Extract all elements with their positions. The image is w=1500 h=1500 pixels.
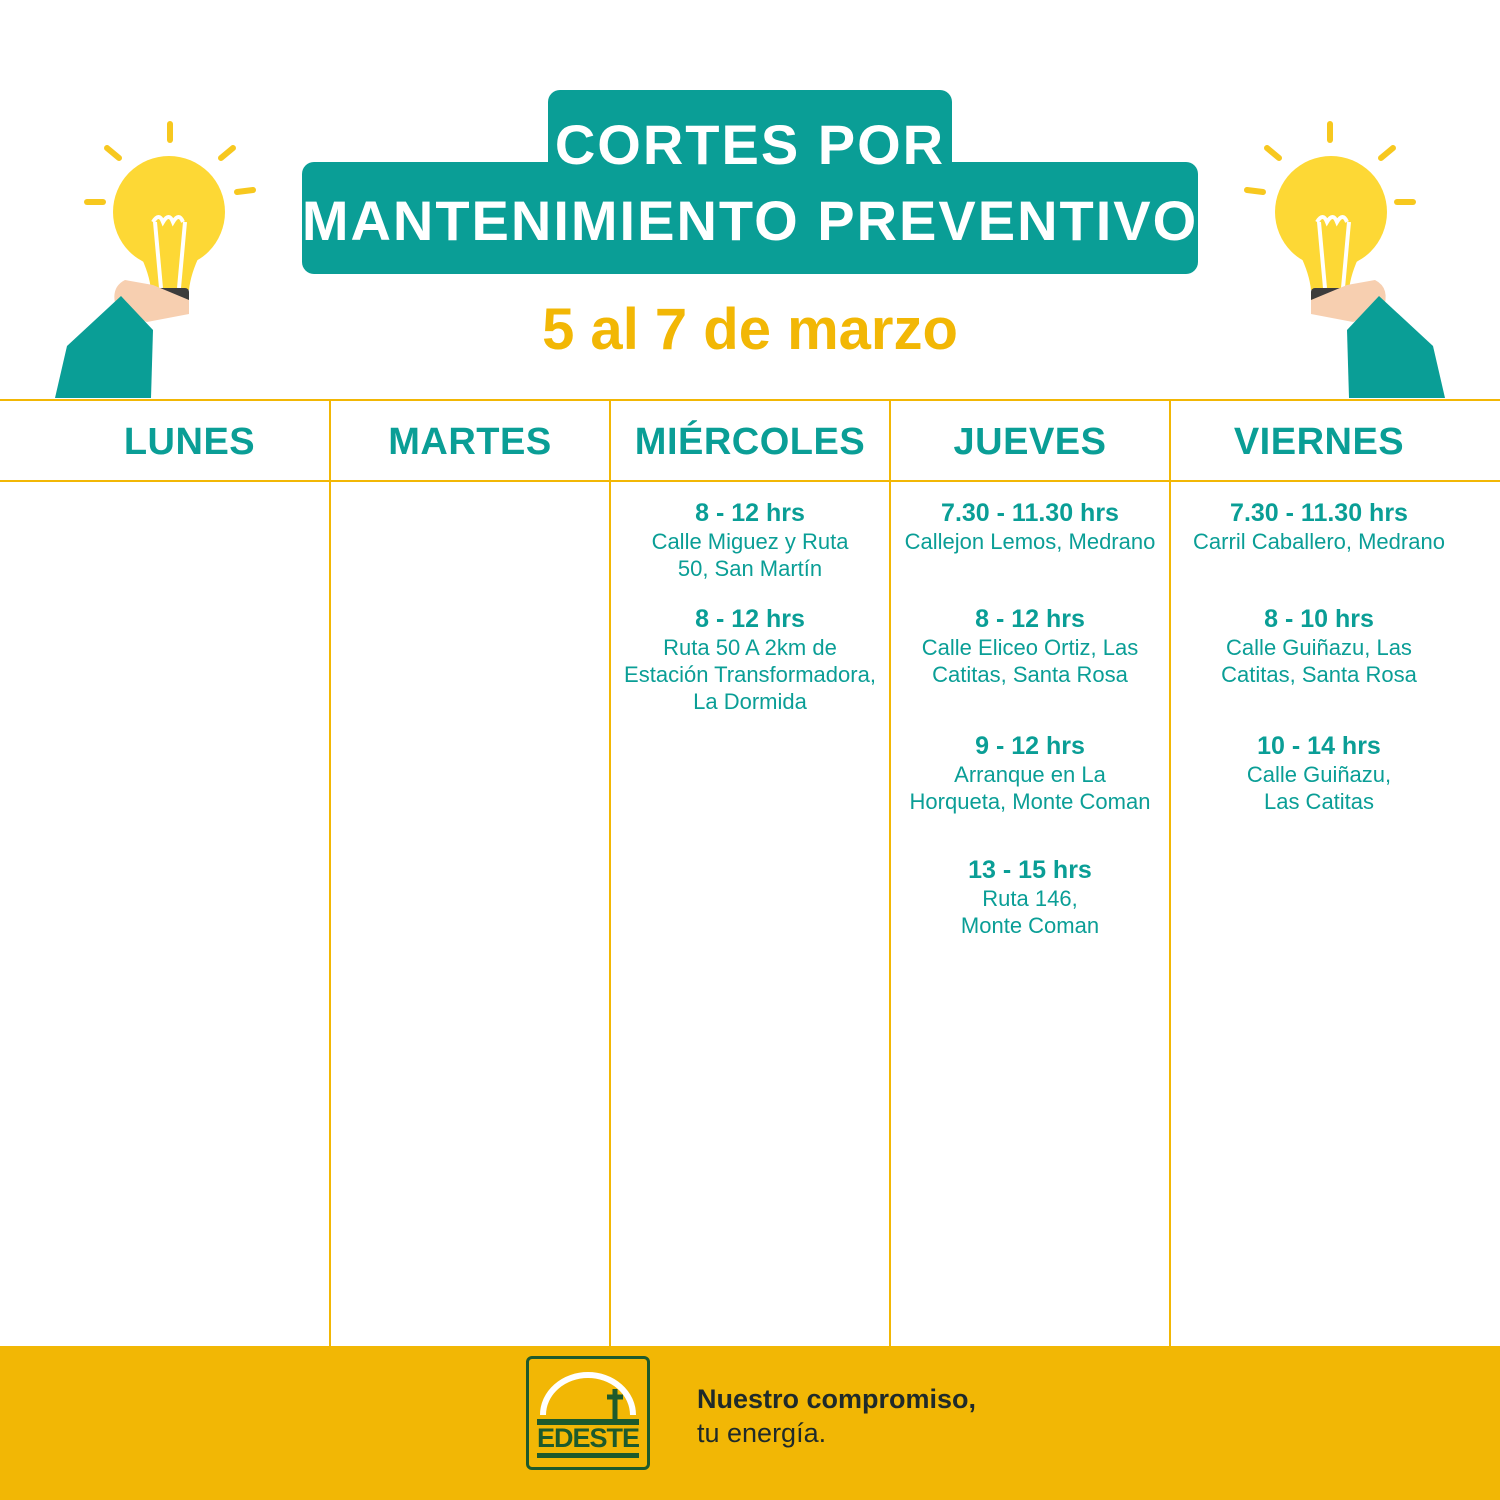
- page-title-line2: MANTENIMIENTO PREVENTIVO: [301, 189, 1199, 252]
- outage-time: 7.30 - 11.30 hrs: [941, 499, 1119, 527]
- day-entries: [331, 480, 609, 498]
- outage-entry: [891, 604, 1169, 688]
- outage-entry: [891, 498, 1169, 555]
- outage-entry: [611, 604, 889, 715]
- outage-location: Carril Caballero, Medrano: [1193, 529, 1445, 554]
- slogan-line1: Nuestro compromiso,: [697, 1384, 977, 1414]
- outage-time: 8 - 12 hrs: [695, 499, 805, 527]
- outage-entry: [891, 855, 1169, 939]
- day-column-viernes: [1171, 400, 1467, 1346]
- slogan-line2: tu energía.: [697, 1418, 827, 1448]
- outage-time: 10 - 14 hrs: [1257, 732, 1381, 760]
- outage-location: Calle Guiñazu, Las Catitas: [1246, 762, 1392, 814]
- edeste-logo: [526, 1356, 650, 1470]
- outage-location: Calle Eliceo Ortiz, Las Catitas, Santa Rosa: [921, 635, 1139, 687]
- day-header: MIÉRCOLES: [634, 421, 866, 463]
- day-entries: [891, 480, 1169, 939]
- outage-entry: [1171, 604, 1467, 688]
- outage-time: 9 - 12 hrs: [975, 732, 1085, 760]
- day-entries: [50, 480, 329, 498]
- slogan: [697, 1382, 976, 1450]
- logo-text: EDESTE: [536, 1423, 640, 1453]
- day-header: VIERNES: [1233, 421, 1405, 463]
- outage-entry: [1171, 498, 1467, 555]
- outage-location: Ruta 50 A 2km de Estación Transformadora, La Dormida: [624, 635, 876, 714]
- day-header: JUEVES: [953, 421, 1107, 463]
- outage-entry: [891, 731, 1169, 815]
- day-column-martes: [331, 400, 609, 1346]
- outage-location: Calle Guiñazu, Las Catitas, Santa Rosa: [1221, 635, 1417, 687]
- page-title-line1: CORTES POR: [554, 113, 946, 176]
- day-column-jueves: [891, 400, 1169, 1346]
- outage-location: Arranque en La Horqueta, Monte Coman: [909, 762, 1151, 814]
- day-column-lunes: [50, 400, 329, 1346]
- outage-time: 8 - 12 hrs: [695, 605, 805, 633]
- outage-location: Callejon Lemos, Medrano: [904, 529, 1156, 554]
- day-header: LUNES: [123, 421, 256, 463]
- outage-entry: [1171, 731, 1467, 815]
- outage-location: Calle Miguez y Ruta 50, San Martín: [651, 529, 849, 581]
- outage-time: 8 - 10 hrs: [1264, 605, 1374, 633]
- date-range: 5 al 7 de marzo: [542, 297, 958, 362]
- day-column-miercoles: [611, 400, 889, 1346]
- outage-time: 13 - 15 hrs: [968, 856, 1092, 884]
- day-entries: [1171, 480, 1467, 815]
- outage-time: 8 - 12 hrs: [975, 605, 1085, 633]
- outage-location: Ruta 146, Monte Coman: [960, 886, 1100, 938]
- outage-entry: [611, 498, 889, 582]
- outage-time: 7.30 - 11.30 hrs: [1230, 499, 1408, 527]
- day-header: MARTES: [388, 421, 552, 463]
- day-entries: [611, 480, 889, 715]
